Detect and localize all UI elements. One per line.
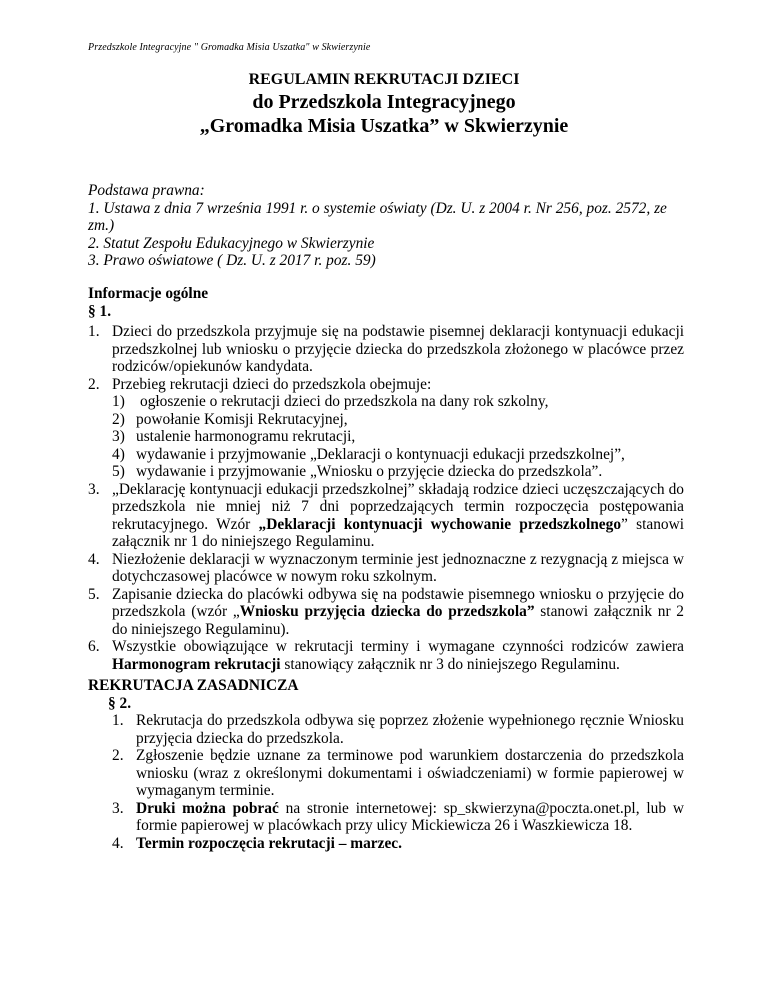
legal-basis bbox=[88, 182, 684, 270]
sub-item-number: 3) bbox=[112, 428, 125, 445]
item-text: Niezłożenie deklaracji w wyznaczonym terminie jest jednoznaczne z rezygnacją z miejsca w dotychczasowej placówce w nowym roku szkolnym. bbox=[112, 550, 684, 585]
main-recruitment-list bbox=[112, 712, 684, 852]
item-number: 3. bbox=[112, 799, 124, 817]
sub-item-number: 4) bbox=[112, 445, 125, 463]
list-item bbox=[88, 586, 684, 639]
item-text: Wszystkie obowiązujące w rekrutacji terminy i wymagane czynności rodziców zawiera bbox=[112, 638, 684, 655]
main-recruitment-heading bbox=[88, 677, 299, 712]
title-line-3: „Gromadka Misia Uszatka” w Skwierzynie bbox=[199, 115, 569, 137]
sub-item-text: powołanie Komisji Rekrutacyjnej, bbox=[136, 410, 348, 428]
general-list bbox=[88, 323, 684, 673]
item-number: 5. bbox=[88, 585, 100, 603]
sub-item bbox=[112, 393, 684, 411]
item-number: 6. bbox=[88, 638, 100, 655]
title-line-1: REGULAMIN REKRUTACJI DZIECI bbox=[248, 71, 520, 88]
general-section-heading bbox=[88, 285, 208, 320]
sub-item-number: 5) bbox=[112, 463, 125, 480]
item-bold-text: Druki można pobrać bbox=[136, 799, 279, 817]
item-number: 1. bbox=[112, 712, 124, 729]
item-bold-text: Wniosku przyjęcia dziecka do przedszkola” bbox=[239, 603, 535, 620]
item-text: Przebieg rekrutacji dzieci do przedszkola obejmuje: bbox=[112, 375, 432, 393]
list-item bbox=[112, 747, 684, 800]
list-item bbox=[88, 638, 684, 673]
list-item bbox=[112, 712, 684, 747]
item-number: 3. bbox=[88, 480, 100, 498]
item-text: Zgłoszenie będzie uznane za terminowe pod warunkiem dostarczenia do przedszkola wniosku (wraz z określonymi dokumentami i oświadczeniami) w formie papierowej w wymaganym terminie. bbox=[136, 747, 684, 799]
item-text: stanowiący załącznik nr 3 do niniejszego Regulaminu. bbox=[280, 655, 620, 673]
document-title bbox=[0, 70, 768, 138]
item-number: 1. bbox=[88, 323, 100, 340]
list-item bbox=[88, 376, 684, 481]
paragraph-number: § 2. bbox=[108, 694, 132, 712]
item-text: ” stanowi załącznik nr 1 do niniejszego Regulaminu. bbox=[112, 515, 684, 550]
list-item bbox=[88, 481, 684, 551]
legal-basis-item: 3. Prawo oświatowe ( Dz. U. z 2017 r. poz. 59) bbox=[88, 252, 376, 269]
list-item bbox=[112, 835, 684, 853]
section-title: Informacje ogólne bbox=[88, 285, 209, 302]
sub-list bbox=[112, 393, 684, 481]
item-number: 4. bbox=[112, 834, 124, 852]
item-text: Zapisanie dziecka do placówki odbywa się na podstawie pisemnego wniosku o przyjęcie do przedszkola (wzór „ bbox=[112, 585, 684, 620]
item-text: stanowi załącznik nr 2 do niniejszego Regulaminu). bbox=[112, 603, 685, 638]
running-header: Przedszkole Integracyjne " Gromadka Misia Uszatka" w Skwierzynie bbox=[88, 42, 371, 53]
sub-item bbox=[112, 463, 684, 481]
item-text: „Deklarację kontynuacji edukacji przedszkolnej” składają rodzice dzieci uczęszczających do przedszkola nie mniej niż 7 dni poprzedzających termin rozpoczęcia postępowania rekrutacyjnego. Wzór bbox=[112, 480, 684, 533]
sub-item-text: ogłoszenie o rekrutacji dzieci do przedszkola na dany rok szkolny, bbox=[140, 393, 549, 410]
sub-item bbox=[112, 428, 684, 446]
list-item bbox=[88, 551, 684, 586]
item-number: 4. bbox=[88, 550, 100, 568]
sub-item-text: ustalenie harmonogramu rekrutacji, bbox=[136, 428, 356, 445]
item-text: na stronie internetowej: sp_skwierzyna@poczta.onet.pl, lub w formie papierowej w placówkach przy ulicy Mickiewicza 26 i Waszkiewicza 18. bbox=[136, 799, 685, 834]
legal-basis-item: 2. Statut Zespołu Edukacyjnego w Skwierzynie bbox=[88, 234, 375, 252]
legal-basis-heading: Podstawa prawna: bbox=[88, 182, 205, 199]
sub-item bbox=[112, 411, 684, 429]
title-line-2: do Przedszkola Integracyjnego bbox=[252, 91, 516, 113]
item-text: Dzieci do przedszkola przyjmuje się na podstawie pisemnej deklaracji kontynuacji edukacji przedszkolnej lub wniosku o przyjęcie dziecka do przedszkola złożonego w placówce przez rodziców/opiekunów kandydata. bbox=[112, 323, 684, 375]
sub-item bbox=[112, 446, 684, 464]
list-item bbox=[112, 800, 684, 835]
sub-item-number: 2) bbox=[112, 410, 125, 428]
item-text: Rekrutacja do przedszkola odbywa się poprzez złożenie wypełnionego ręcznie Wniosku przyjęcia dziecka do przedszkola. bbox=[136, 712, 684, 747]
section-title: REKRUTACJA ZASADNICZA bbox=[88, 677, 299, 694]
sub-item-text: wydawanie i przyjmowanie „Deklaracji o kontynuacji edukacji przedszkolnej”, bbox=[136, 445, 625, 463]
item-bold-text: „Deklaracji kontynuacji wychowanie przedszkolnego bbox=[258, 515, 622, 533]
list-item bbox=[88, 323, 684, 376]
item-number: 2. bbox=[112, 747, 124, 764]
sub-item-text: wydawanie i przyjmowanie „Wniosku o przyjęcie dziecka do przedszkola”. bbox=[136, 463, 603, 480]
paragraph-number: § 1. bbox=[88, 302, 112, 320]
item-bold-text: Termin rozpoczęcia rekrutacji – marzec. bbox=[136, 834, 402, 852]
sub-item-number: 1) bbox=[112, 393, 125, 410]
item-bold-text: Harmonogram rekrutacji bbox=[112, 655, 281, 673]
item-number: 2. bbox=[88, 375, 100, 393]
legal-basis-item: 1. Ustawa z dnia 7 września 1991 r. o systemie oświaty (Dz. U. z 2004 r. Nr 256, poz. 2572, ze zm.) bbox=[88, 199, 667, 234]
